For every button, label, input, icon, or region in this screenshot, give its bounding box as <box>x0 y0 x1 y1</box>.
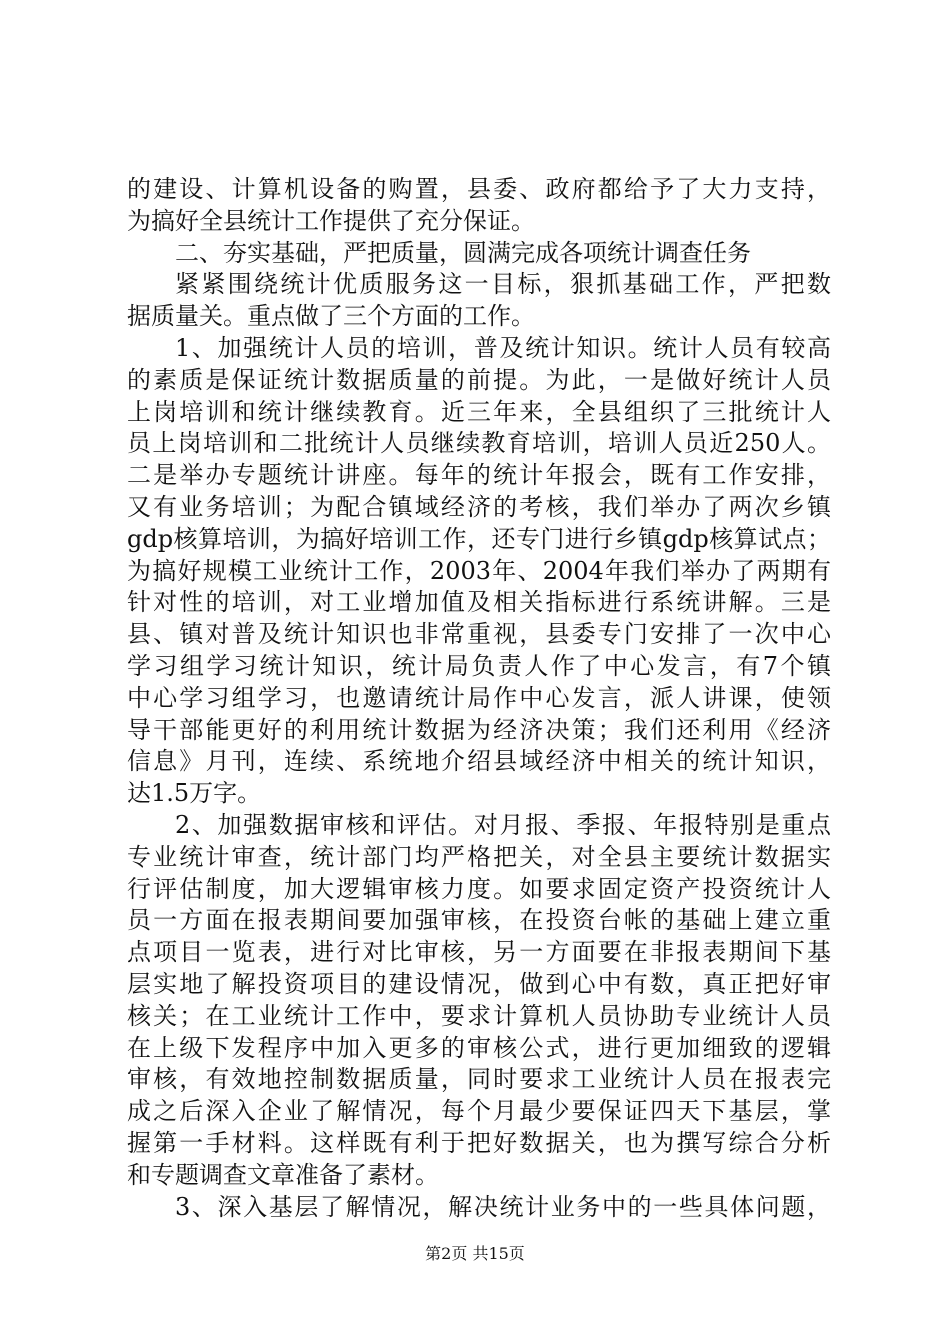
text-line: 的建设、计算机设备的购置，县委、政府都给予了大力支持， <box>127 175 831 203</box>
text-line: 握第一手材料。这样既有利于把好数据关，也为撰写综合分析 <box>127 1128 831 1157</box>
text-line: 点项目一览表，进行对比审核，另一方面要在非报表期间下基 <box>127 938 831 967</box>
text-line: 员上岗培训和二批统计人员继续教育培训，培训人员近250人。 <box>127 429 831 458</box>
text-line: 二是举办专题统计讲座。每年的统计年报会，既有工作安排， <box>127 461 831 490</box>
text-line: 和专题调查文章准备了素材。 <box>127 1160 439 1189</box>
text-line: 学习组学习统计知识，统计局负责人作了中心发言，有7个镇 <box>127 651 831 680</box>
text-line: 成之后深入企业了解情况，每个月最少要保证四天下基层，掌 <box>127 1097 831 1126</box>
text-line: 导干部能更好的利用统计数据为经济决策；我们还利用《经济 <box>127 715 831 744</box>
text-line: 针对性的培训，对工业增加值及相关指标进行系统讲解。三是 <box>127 588 831 617</box>
text-line: 为搞好全县统计工作提供了充分保证。 <box>127 206 535 235</box>
text-line: 在上级下发程序中加入更多的审核公式，进行更加细致的逻辑 <box>127 1033 831 1062</box>
text-line: 为搞好规模工业统计工作，2003年、2004年我们举办了两期有 <box>127 556 831 585</box>
text-line: 2、加强数据审核和评估。对月报、季报、年报特别是重点 <box>175 810 831 839</box>
text-line: 据质量关。重点做了三个方面的工作。 <box>127 302 535 331</box>
text-line: 专业统计审查，统计部门均严格把关，对全县主要统计数据实 <box>127 842 831 871</box>
text-line: 层实地了解投资项目的建设情况，做到心中有数，真正把好审 <box>127 969 831 998</box>
text-line: 信息》月刊，连续、系统地介绍县域经济中相关的统计知识， <box>127 747 831 776</box>
text-line: 上岗培训和统计继续教育。近三年来，全县组织了三批统计人 <box>127 397 831 426</box>
text-line: 又有业务培训；为配合镇域经济的考核，我们举办了两次乡镇 <box>127 492 831 521</box>
text-line: 中心学习组学习，也邀请统计局作中心发言，派人讲课，使领 <box>127 683 831 712</box>
text-line: 的素质是保证统计数据质量的前提。为此，一是做好统计人员 <box>127 365 831 394</box>
text-line: 3、深入基层了解情况，解决统计业务中的一些具体问题， <box>175 1192 831 1221</box>
text-line: 县、镇对普及统计知识也非常重视，县委专门安排了一次中心 <box>127 620 831 649</box>
page-number-footer: 第2页 共15页 <box>425 1244 525 1263</box>
text-line: 审核，有效地控制数据质量，同时要求工业统计人员在报表完 <box>127 1065 831 1094</box>
text-line: 达1.5万字。 <box>127 779 262 808</box>
text-line: 行评估制度，加大逻辑审核力度。如要求固定资产投资统计人 <box>127 874 831 903</box>
text-line: 紧紧围绕统计优质服务这一目标，狠抓基础工作，严把数 <box>175 270 831 299</box>
document-body <box>127 174 831 1223</box>
section-heading: 二、夯实基础，严把质量，圆满完成各项统计调查任务 <box>175 238 751 267</box>
text-line: 1、加强统计人员的培训，普及统计知识。统计人员有较高 <box>175 333 831 362</box>
text-line: 员一方面在报表期间要加强审核，在投资台帐的基础上建立重 <box>127 906 831 935</box>
text-line: gdp核算培训，为搞好培训工作，还专门进行乡镇gdp核算试点； <box>127 524 831 553</box>
text-line: 核关；在工业统计工作中，要求计算机人员协助专业统计人员 <box>127 1001 831 1030</box>
